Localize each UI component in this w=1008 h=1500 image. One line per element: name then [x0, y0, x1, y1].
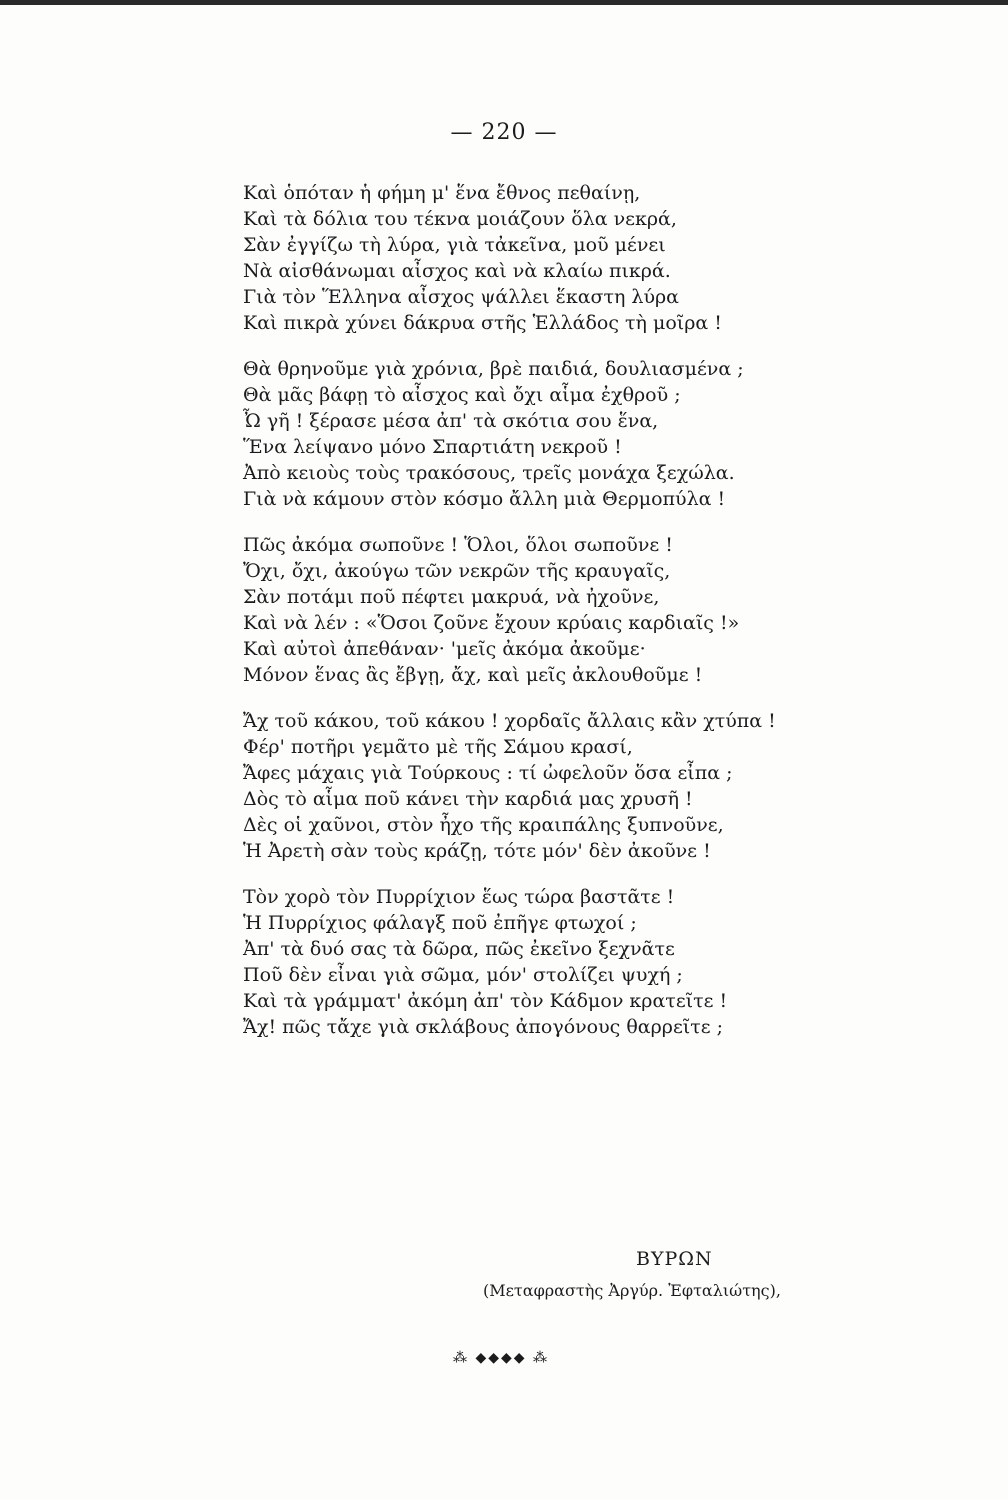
poem-line: Ἡ Ἀρετὴ σὰν τοὺς κράζῃ, τότε μόν' δὲν ἀκοῦνε ! [243, 840, 711, 862]
poem-line: Γιὰ τὸν Ἕλληνα αἶσχος ψάλλει ἕκαστη λύρα [243, 286, 680, 308]
poem-line: Καὶ ὁπόταν ἡ φήμη μ' ἕνα ἔθνος πεθαίνῃ, [243, 182, 641, 204]
poem-line: Ποῦ δὲν εἶναι γιὰ σῶμα, μόν' στολίζει ψυχή ; [243, 964, 683, 986]
poem-line: Ἄφες μάχαις γιὰ Τούρκους : τί ὠφελοῦν ὅσα εἶπα ; [243, 762, 733, 784]
stanza-5 [243, 884, 863, 1040]
poem [243, 180, 863, 1060]
poem-line: Νὰ αἰσθάνωμαι αἶσχος καὶ νὰ κλαίω πικρά. [243, 260, 671, 282]
poem-line: Ὦ γῆ ! ξέρασε μέσα ἀπ' τὰ σκότια σου ἕνα, [243, 410, 659, 432]
author-signature: ΒΥΡΩΝ [636, 1248, 713, 1270]
poem-line: Πῶς ἀκόμα σωποῦνε ! Ὅλοι, ὅλοι σωποῦνε ! [243, 534, 673, 556]
poem-line: Σὰν ποτάμι ποῦ πέφτει μακρυά, νὰ ἠχοῦνε, [243, 586, 660, 608]
poem-line: Ἀπ' τὰ δυό σας τὰ δῶρα, πῶς ἐκεῖνο ξεχνᾶτε [243, 938, 675, 960]
poem-line: Θὰ θρηνοῦμε γιὰ χρόνια, βρὲ παιδιά, δουλιασμένα ; [243, 358, 744, 380]
poem-line: Ἡ Πυρρίχιος φάλαγξ ποῦ ἐπῆγε φτωχοί ; [243, 912, 637, 934]
poem-line: Γιὰ νὰ κάμουν στὸν κόσμο ἄλλη μιὰ Θερμοπύλα ! [243, 488, 726, 510]
page-number: — 220 — [450, 120, 558, 145]
translator-credit: (Μεταφραστὴς Ἀργύρ. Ἐφταλιώτης), [483, 1281, 781, 1300]
poem-line: Ἕνα λείψανο μόνο Σπαρτιάτη νεκροῦ ! [243, 436, 622, 458]
stanza-1 [243, 180, 863, 336]
poem-line: Ὄχι, ὄχι, ἀκούγω τῶν νεκρῶν τῆς κραυγαῖς, [243, 560, 671, 582]
end-ornament: ⁂ ◆◆◆◆ ⁂ [453, 1350, 549, 1366]
poem-line: Ἄχ! πῶς τἄχε γιὰ σκλάβους ἀπογόνους θαρρεῖτε ; [243, 1016, 724, 1038]
poem-line: Καὶ πικρὰ χύνει δάκρυα στῆς Ἑλλάδος τὴ μοῖρα ! [243, 312, 722, 334]
stanza-3 [243, 532, 863, 688]
stanza-4 [243, 708, 863, 864]
poem-line: Δὲς οἱ χαῦνοι, στὸν ἦχο τῆς κραιπάλης ξυπνοῦνε, [243, 814, 724, 836]
poem-line: Δὸς τὸ αἷμα ποῦ κάνει τὴν καρδιά μας χρυσῆ ! [243, 788, 693, 810]
poem-line: Ἀπὸ κειοὺς τοὺς τρακόσους, τρεῖς μονάχα ξεχώλα. [243, 462, 735, 484]
poem-line: Τὸν χορὸ τὸν Πυρρίχιον ἕως τώρα βαστᾶτε ! [243, 886, 675, 908]
poem-line: Καὶ τὰ δόλια του τέκνα μοιάζουν ὅλα νεκρά, [243, 208, 677, 230]
poem-line: Καὶ αὐτοὶ ἀπεθάναν· 'μεῖς ἀκόμα ἀκοῦμε· [243, 638, 646, 660]
poem-line: Φέρ' ποτῆρι γεμᾶτο μὲ τῆς Σάμου κρασί, [243, 736, 633, 758]
poem-line: Καὶ νὰ λέν : «Ὅσοι ζοῦνε ἔχουν κρύαις καρδιαῖς !» [243, 612, 740, 634]
poem-line: Σὰν ἐγγίζω τὴ λύρα, γιὰ τἀκεῖνα, μοῦ μένει [243, 234, 666, 256]
poem-line: Θὰ μᾶς βάφῃ τὸ αἶσχος καὶ ὄχι αἷμα ἐχθροῦ ; [243, 384, 681, 406]
top-border-rule [0, 0, 1008, 5]
poem-line: Μόνον ἕνας ἂς ἔβγῃ, ἄχ, καὶ μεῖς ἀκλουθοῦμε ! [243, 664, 703, 686]
poem-line: Καὶ τὰ γράμματ' ἀκόμη ἀπ' τὸν Κάδμον κρατεῖτε ! [243, 990, 728, 1012]
stanza-2 [243, 356, 863, 512]
poem-line: Ἄχ τοῦ κάκου, τοῦ κάκου ! χορδαῖς ἄλλαις κἂν χτύπα ! [243, 710, 776, 732]
